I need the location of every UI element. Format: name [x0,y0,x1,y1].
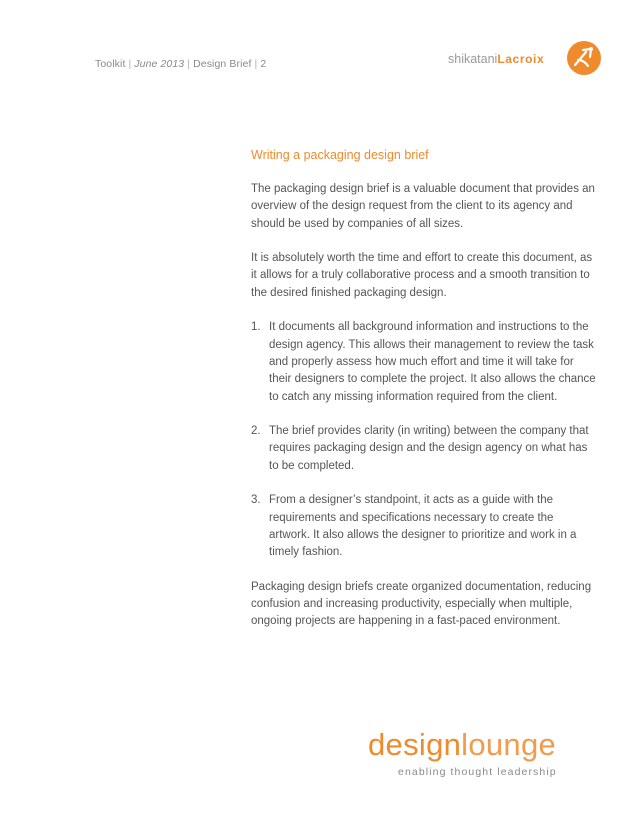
list-item [251,319,596,405]
header-separator: | [187,58,191,70]
article-paragraph: It is absolutely worth the time and effort to create this document, as it allows for a truly collaborative process and a smooth transition to the desired finished packaging design. [251,252,593,299]
list-item [251,492,596,561]
header-separator: | [128,58,132,70]
header-date: June 2013 [134,58,185,70]
page-number: 2 [260,58,267,70]
header-doc: Design Brief [193,58,252,70]
page-header [95,58,266,70]
footer-logo [368,727,598,787]
brand-name-bold: Lacroix [497,52,545,66]
list-item-text: From a designer’s standpoint, it acts as a guide with the requirements and specifications necessary to create the artwork. It also allows the designer to prioritize and work in a timely fashion. [269,494,577,559]
logo-part-lounge: lounge [461,727,557,762]
article-intro: The packaging design brief is a valuable document that provides an overview of the design request from the client to its agency and should be used by companies of all sizes. [251,183,595,230]
brand-name [448,52,544,66]
footer-tagline: enabling thought leadership [398,766,557,778]
logo-part-design: design [368,727,462,762]
header-separator: | [254,58,258,70]
list-item-text: It documents all background information and instructions to the design agency. This allows their management to review the task and properly assess how much effort and time it will take for their designers to complete the project. It also allows the chance to catch any missing information required from the client. [269,321,596,403]
designlounge-logo [368,727,556,763]
article-title: Writing a packaging design brief [251,148,429,162]
brand-logo [448,37,598,79]
article [251,146,596,648]
numbered-list [251,319,596,561]
list-item-text: The brief provides clarity (in writing) between the company that requires packaging design and the design agency on what has to be completed. [269,425,589,472]
list-item-number: 2. [251,425,261,438]
list-item-number: 3. [251,494,261,507]
article-closing: Packaging design briefs create organized documentation, reducing confusion and increasing productivity, especially when multiple, ongoing projects are happening in a fast-paced environment. [251,580,592,628]
list-item [251,423,596,475]
header-section: Toolkit [95,58,126,70]
list-item-number: 1. [251,321,261,334]
brand-name-light: shikatani [448,52,498,66]
brand-emblem-icon [566,40,602,76]
